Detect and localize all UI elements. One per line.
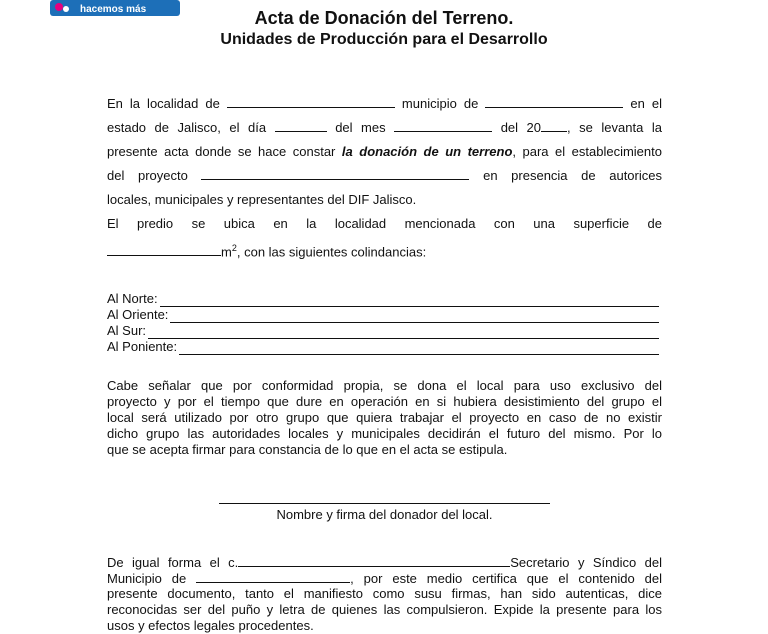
- colindancia-poniente: Al Poniente:: [107, 339, 659, 355]
- cert-line: presente documento, tanto el manifiesto como susu firmas, han sido autenticas, dice: [107, 586, 662, 601]
- colindancia-norte: Al Norte:: [107, 291, 659, 307]
- dia-blank[interactable]: [275, 119, 327, 132]
- emphasis-text: la donación de un terreno: [341, 144, 513, 159]
- clause-line: Cabe señalar que por conformidad propia, se dona el local para uso exclusivo del: [107, 378, 662, 393]
- intro-line: del proyecto en presencia de autorices: [107, 168, 662, 183]
- sur-blank[interactable]: [148, 327, 659, 339]
- mes-blank[interactable]: [394, 119, 492, 132]
- clause-line: que se acepta firmar para constancia de lo que en el acta se estipula.: [107, 442, 508, 457]
- intro-line: En la localidad de municipio de en el: [107, 96, 662, 111]
- document-subtitle: Unidades de Producción para el Desarrollo: [220, 31, 548, 48]
- secretario-blank[interactable]: [238, 554, 510, 567]
- cert-municipio-blank[interactable]: [196, 570, 350, 583]
- logo-text: hacemos más: [80, 4, 147, 15]
- norte-blank[interactable]: [160, 295, 659, 307]
- municipio-blank[interactable]: [485, 95, 623, 108]
- year-blank[interactable]: [541, 119, 567, 132]
- cert-line: De igual forma el c. Secretario y Síndico del: [107, 555, 663, 570]
- intro-line: El predio se ubica en la localidad mencionada con una superficie de: [107, 216, 662, 231]
- clause-paragraph: [107, 378, 662, 458]
- intro-line: estado de Jalisco, el día del mes del 20 , se levanta la: [107, 120, 662, 135]
- intro-line: locales, municipales y representantes del DIF Jalisco.: [107, 192, 417, 207]
- document-title: Acta de Donación del Terreno.: [254, 8, 514, 28]
- localidad-blank[interactable]: [227, 95, 395, 108]
- signature-label: Nombre y firma del donador del local.: [276, 507, 493, 522]
- colindancias-list: [107, 291, 659, 355]
- intro-line: $m^2$, con las siguientes colindancias:: [107, 236, 662, 260]
- oriente-blank[interactable]: [170, 311, 659, 323]
- clause-line: proyecto y por el tiempo que dure en operación en si hubiera desistimiento del grupo el: [107, 394, 662, 409]
- clause-line: dicho grupo las autoridades locales y municipales decidirán el futuro del mismo. Por lo: [107, 426, 662, 441]
- colindancia-sur: Al Sur:: [107, 323, 659, 339]
- cert-line: usos y efectos legales procedentes.: [107, 618, 314, 633]
- cert-line: reconocidas ser del puño y letra de quienes las compulsieron. Expide la presente para los: [107, 602, 662, 617]
- signature-line[interactable]: [219, 503, 550, 504]
- colindancia-oriente: Al Oriente:: [107, 307, 659, 323]
- superficie-blank[interactable]: [107, 243, 221, 256]
- cert-line: Municipio de , por este medio certifica que el contenido del: [107, 571, 662, 586]
- clause-line: local será utilizado por otro grupo que quiera trabajar el proyecto en caso de no existir: [107, 410, 662, 425]
- poniente-blank[interactable]: [179, 343, 659, 355]
- certification-paragraph: [107, 554, 662, 634]
- intro-paragraph: [107, 92, 662, 260]
- proyecto-blank[interactable]: [201, 167, 469, 180]
- intro-line: presente acta donde se hace constar la donación de un terreno, para el establecimiento: [107, 144, 662, 159]
